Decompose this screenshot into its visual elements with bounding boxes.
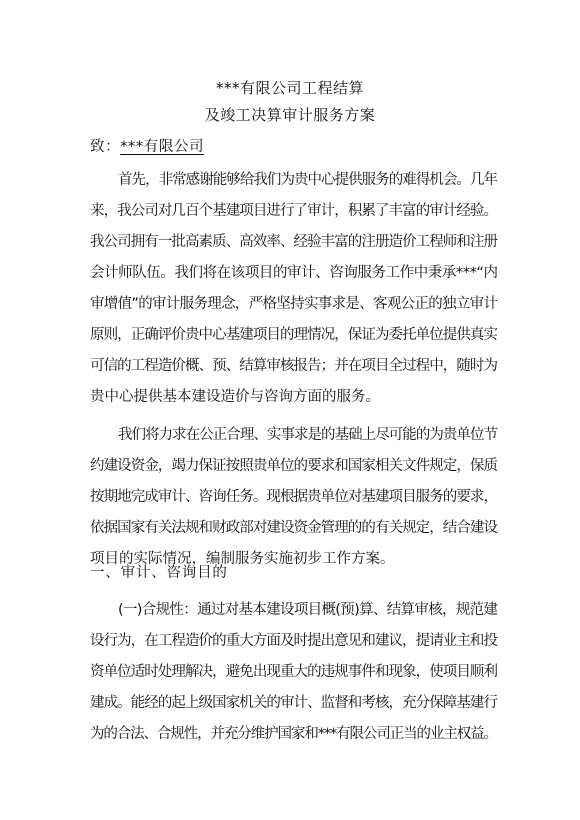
paragraph-1-line-1: 首先，非常感谢能够给我们为贵中心提供服务的难得机会。几年 [118,172,498,188]
paragraph-1-line-4: 会计师队伍。我们将在该项目的审计、咨询服务工作中秉承***“内 [90,265,498,281]
section-1-line-4: 建成。能经的起上级国家机关的审计、监督和考核，充分保障基建行 [90,695,498,711]
section-1-line-5: 为的合法、合规性，并充分维护国家和***有限公司正当的业主权益。 [90,726,497,742]
addressee-prefix: 致： [90,139,121,155]
paragraph-2-line-4: 依据国家有关法规和财政部对建设资金管理的的有关规定，结合建设 [90,520,498,536]
document-title-line-2: 及竣工决算审计服务方案 [204,106,376,124]
paragraph-1-line-3: 我公司拥有一批高素质、高效率、经验丰富的注册造价工程师和注册 [90,234,498,250]
paragraph-1-line-2: 来，我公司对几百个基建项目进行了审计，积累了丰富的审计经验。 [90,203,498,219]
paragraph-2-line-5: 项目的实际情况，编制服务实施初步工作方案。 [90,551,395,567]
section-1-line-3: 资单位适时处理解决，避免出现重大的违规事件和现象，使项目顺利 [90,664,498,680]
document-title-line-1: ***有限公司工程结算 [215,79,364,97]
addressee-organization: ***有限公司 [120,139,205,155]
section-1-line-2: 设行为，在工程造价的重大方面及时提出意见和建议，提请业主和投 [90,633,498,649]
paragraph-2-line-1: 我们将力求在公正合理、实事求是的基础上尽可能的为贵单位节 [118,427,498,443]
section-1-line-1: (一)合规性：通过对基本建设项目概(预)算、结算审核，规范建 [118,602,498,618]
paragraph-1-line-8: 贵中心提供基本建设造价与咨询方面的服务。 [90,389,380,405]
addressee [90,137,204,157]
paragraph-1-line-6: 原则，正确评价贵中心基建项目的理情况，保证为委托单位提供真实 [90,327,498,343]
section-1-heading: 一、审计、咨询目的 [90,565,228,581]
paragraph-2-line-3: 按期地完成审计、咨询任务。现根据贵单位对基建项目服务的要求， [90,489,498,505]
paragraph-2-line-2: 约建设资金，竭力保证按照贵单位的要求和国家相关文件规定，保质 [90,458,498,474]
paragraph-1-line-5: 审增值”的审计服务理念，严格坚持实事求是、客观公正的独立审计 [90,296,498,312]
paragraph-1-line-7: 可信的工程造价概、预、结算审核报告；并在项目全过程中，随时为 [90,358,498,374]
